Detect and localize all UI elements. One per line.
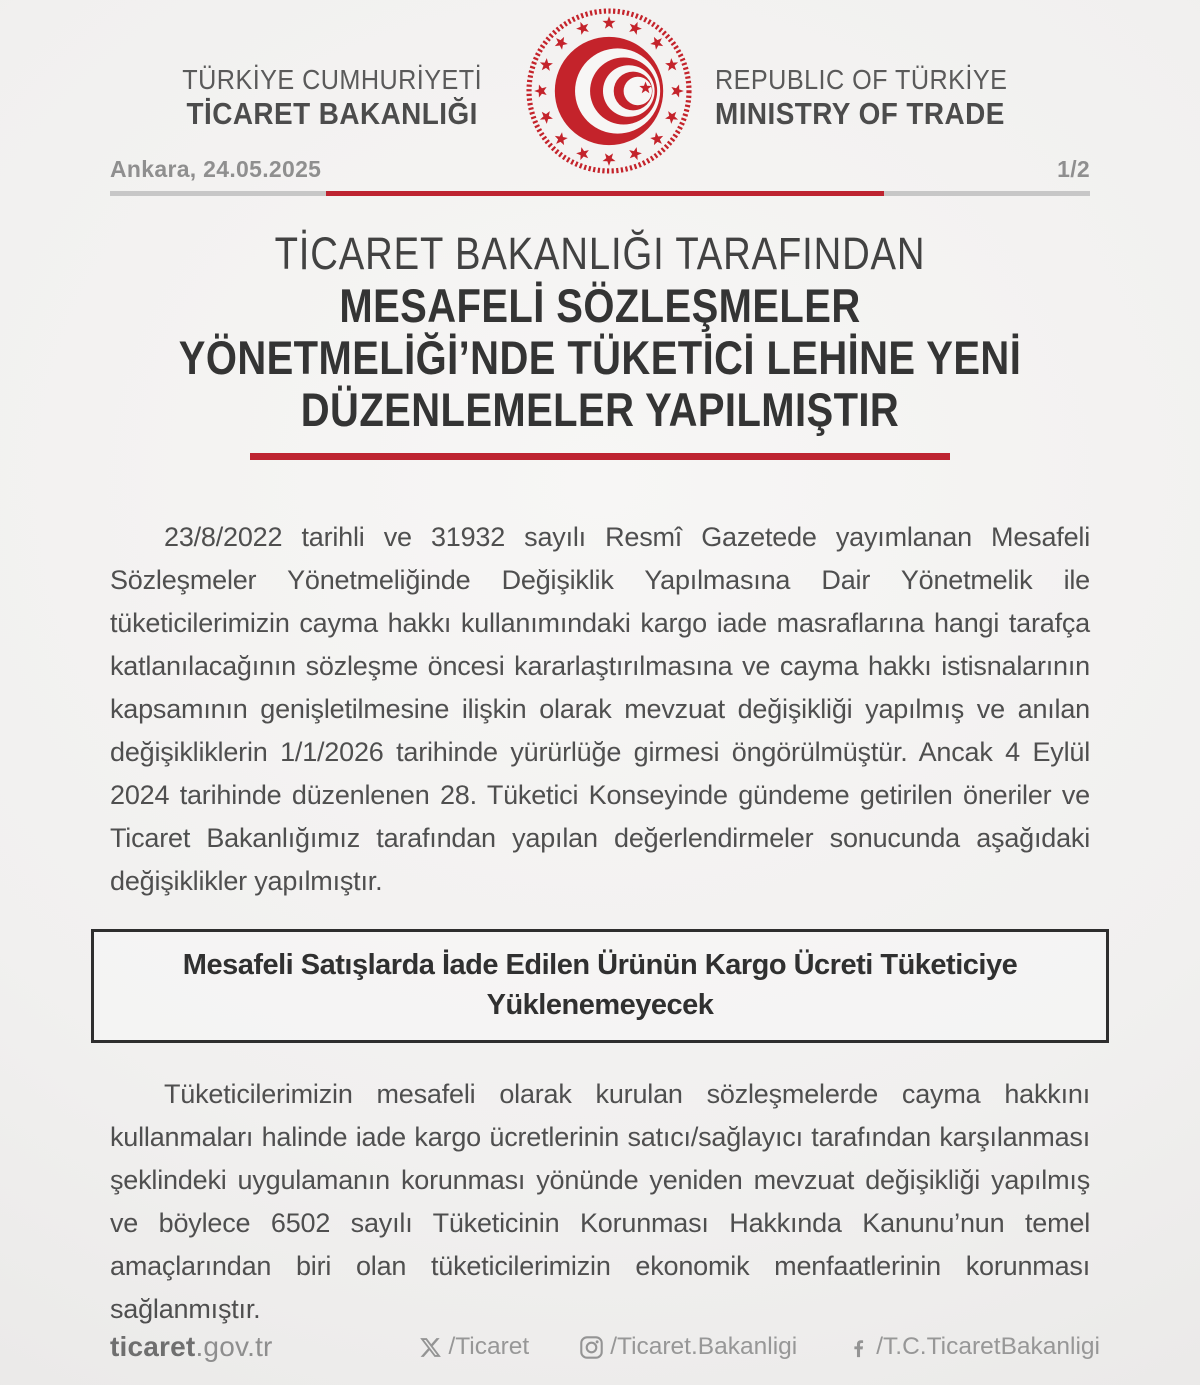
social-link-instagram[interactable] xyxy=(579,1333,797,1361)
footer xyxy=(0,1331,1200,1363)
x-twitter-icon xyxy=(419,1336,442,1359)
paragraph-legal-background: 23/8/2022 tarihli ve 31932 sayılı Resmî Gazetede yayımlanan Mesafeli Sözleşmeler Yönetmeliğinde Değişiklik Yapılmasına Dair Yönetmelik ile tüketicilerimizin cayma hakkı kullanımındaki kargo iade masraflarına hangi tarafça katlanılacağının sözleşme öncesi kararlaştırılmasına ve cayma hakkı istisnalarının kapsamının genişletilmesine ilişkin olarak mevzuat değişikliği yapılmış ve anılan değişikliklerin 1/1/2026 tarihinde yürürlüğe girmesi öngörülmüştür. Ancak 4 Eylül 2024 tarihinde düzenlenen 28. Tüketici Konseyinde gündeme getirilen öneriler ve Ticaret Bakanlığımız tarafından yapılan değerlendirmeler sonucunda aşağıdaki değişiklikler yapılmıştır. xyxy=(110,522,1090,896)
title-line-2: YÖNETMELİĞİ’NDE TÜKETİCİ LEHİNE YENİ xyxy=(178,331,1022,384)
boxed-section-heading xyxy=(91,929,1109,1043)
brand-english-line1: REPUBLIC OF TÜRKİYE xyxy=(714,64,1007,96)
brand-turkish-line2: TİCARET BAKANLIĞI xyxy=(186,96,479,132)
social-handle-x: /Ticaret xyxy=(448,1333,530,1360)
social-handle-facebook: /T.C.TicaretBakanligi xyxy=(876,1333,1100,1360)
social-link-facebook[interactable] xyxy=(847,1333,1100,1361)
dateline-text: Ankara, 24.05.2025 xyxy=(110,156,322,182)
boxed-section-heading-text: Mesafeli Satışlarda İade Edilen Ürünün Kargo Ücreti Tüketiciye Yüklenemeyecek xyxy=(182,949,1018,1021)
paragraph-cargo-fee-rule: Tüketicilerimizin mesafeli olarak kurulan sözleşmelerde cayma hakkını kullanmaları halinde iade kargo ücretlerinin satıcı/sağlayıcı tarafından karşılanması şeklindeki uygulamanın korunması yönünde yeniden mevzuat değişikliği yapılmış ve böylece 6502 sayılı Tüketicinin Korunması Hakkında Kanunu’nun temel amaçlarından biri olan tüketicilerimizin ekonomik menfaatlerinin korunması sağlanmıştır. xyxy=(110,1079,1090,1324)
title-kicker: TİCARET BAKANLIĞI TARAFINDAN xyxy=(274,228,926,279)
facebook-icon xyxy=(847,1336,870,1359)
ministry-of-trade-emblem-logo xyxy=(523,5,695,177)
document-body xyxy=(0,228,1200,1331)
rule-red-center xyxy=(326,191,885,196)
social-links xyxy=(419,1333,1100,1361)
page-number: 1/2 xyxy=(1057,156,1090,182)
website-url xyxy=(110,1331,273,1363)
website-url-bold: ticaret xyxy=(110,1331,196,1362)
brand-english-line2: MINISTRY OF TRADE xyxy=(714,96,1005,132)
brand-turkish-line1: TÜRKİYE CUMHURİYETİ xyxy=(182,64,483,96)
rule-gray-right xyxy=(884,191,1090,196)
instagram-icon xyxy=(579,1335,604,1360)
brand-english xyxy=(715,63,1017,133)
page-title xyxy=(90,228,1110,436)
rule-gray-left xyxy=(110,191,326,196)
brand-turkish xyxy=(183,63,483,133)
social-link-x[interactable] xyxy=(419,1333,529,1361)
masthead xyxy=(0,0,1200,172)
title-underline xyxy=(250,453,950,460)
header-rule xyxy=(110,191,1090,196)
website-url-rest: .gov.tr xyxy=(195,1331,273,1362)
title-line-1: MESAFELİ SÖZLEŞMELER xyxy=(339,279,861,332)
title-line-3: DÜZENLEMELER YAPILMIŞTIR xyxy=(300,383,900,436)
social-handle-instagram: /Ticaret.Bakanligi xyxy=(610,1333,798,1360)
